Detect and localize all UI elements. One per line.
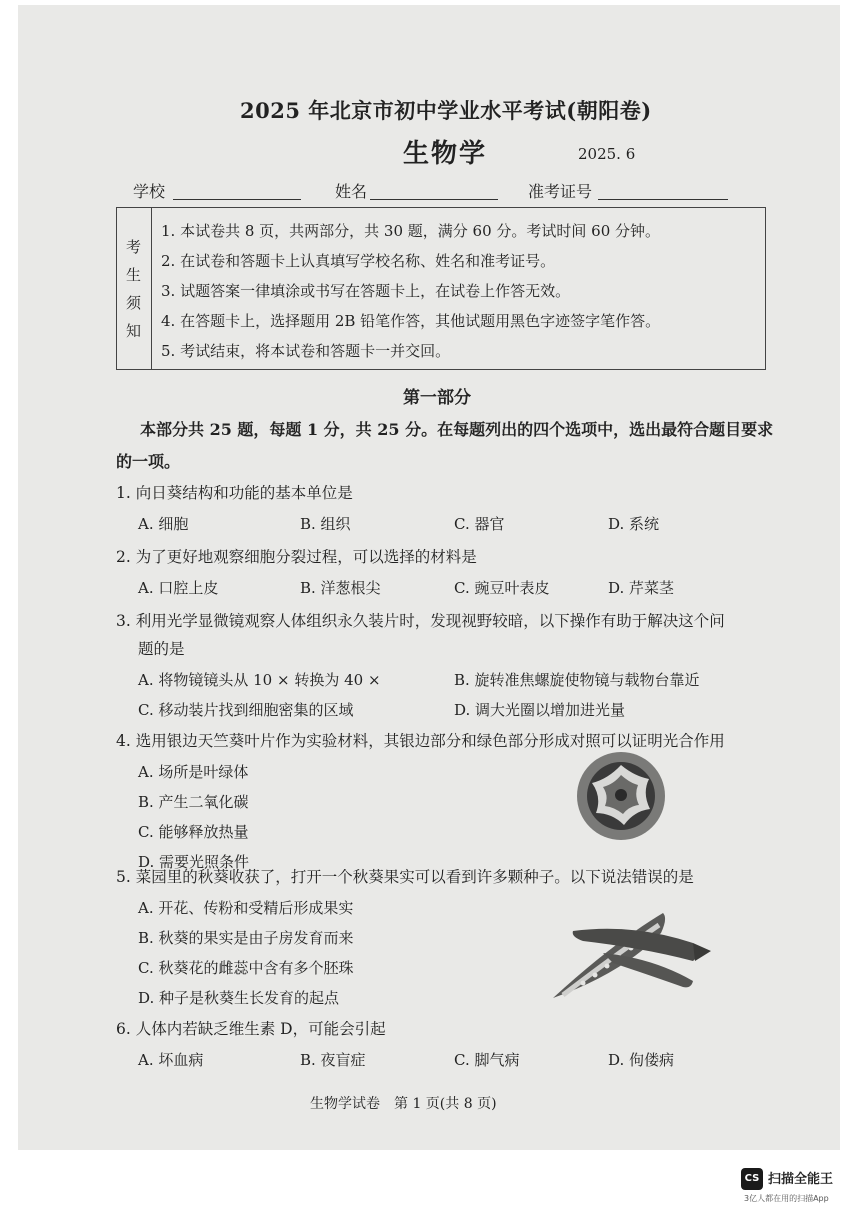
q5-option-c: C. 秋葵花的雌蕊中含有多个胚珠 <box>138 959 354 977</box>
q4-option-a: A. 场所是叶绿体 <box>138 763 249 781</box>
instruction-item: 1. 本试卷共 8 页，共两部分，共 30 题，满分 60 分。考试时间 60 分钟。 <box>161 222 661 240</box>
q5-option-d: D. 种子是秋葵生长发育的起点 <box>138 989 340 1007</box>
camscanner-brand: 扫描全能王 <box>768 1172 834 1187</box>
question-3-stem-cont: 题的是 <box>138 640 185 658</box>
camscanner-logo: CS <box>741 1168 763 1190</box>
q3-option-d: D. 调大光圈以增加进光量 <box>454 701 626 719</box>
instruction-item: 4. 在答题卡上，选择题用 2B 铅笔作答，其他试题用黑色字迹签字笔作答。 <box>161 312 661 330</box>
instruction-item: 3. 试题答案一律填涂或书写在答题卡上，在试卷上作答无效。 <box>161 282 571 300</box>
q2-option-d: D. 芹菜茎 <box>608 579 675 597</box>
page-footer: 生物学试卷 第 1 页(共 8 页) <box>310 1096 497 1112</box>
q2-option-a: A. 口腔上皮 <box>138 579 219 597</box>
q3-option-c: C. 移动装片找到细胞密集的区域 <box>138 701 354 719</box>
q2-option-c: C. 豌豆叶表皮 <box>454 579 550 597</box>
side-char: 考 <box>126 238 142 256</box>
school-label: 学校 <box>133 182 166 201</box>
subject-title: 生物学 <box>403 139 488 169</box>
instructions-side-label <box>117 208 152 369</box>
exam-title: 2025 年北京市初中学业水平考试(朝阳卷) <box>240 98 652 123</box>
q3-option-b: B. 旋转准焦螺旋使物镜与载物台靠近 <box>454 671 700 689</box>
camscanner-slogan: 3亿人都在用的扫描App <box>744 1194 829 1203</box>
side-char: 知 <box>126 322 142 340</box>
exam-number-blank <box>598 199 728 200</box>
question-3-stem: 3. 利用光学显微镜观察人体组织永久装片时，发现视野较暗，以下操作有助于解决这个问 <box>116 612 725 630</box>
exam-date: 2025. 6 <box>578 145 636 163</box>
question-6-stem: 6. 人体内若缺乏维生素 D，可能会引起 <box>116 1020 386 1038</box>
exam-number-label: 准考证号 <box>528 182 593 201</box>
exam-page <box>18 5 840 1150</box>
q1-option-a: A. 细胞 <box>138 515 189 533</box>
q6-option-b: B. 夜盲症 <box>300 1051 366 1069</box>
q3-option-a: A. 将物镜镜头从 10 × 转换为 40 × <box>138 671 381 689</box>
question-5-stem: 5. 菜园里的秋葵收获了，打开一个秋葵果实可以看到许多颗种子。以下说法错误的是 <box>116 868 694 886</box>
question-2-stem: 2. 为了更好地观察细胞分裂过程，可以选择的材料是 <box>116 548 477 566</box>
geranium-leaf-image <box>574 751 668 841</box>
q4-option-d: D. 需要光照条件 <box>138 853 250 871</box>
q4-option-c: C. 能够释放热量 <box>138 823 249 841</box>
school-blank <box>173 199 301 200</box>
q1-option-c: C. 器官 <box>454 515 505 533</box>
question-4-stem: 4. 选用银边天竺葵叶片作为实验材料，其银边部分和绿色部分形成对照可以证明光合作用 <box>116 732 725 750</box>
part-one-intro: 本部分共 25 题，每题 1 分，共 25 分。在每题列出的四个选项中，选出最符合题目要求 <box>140 420 774 439</box>
instruction-item: 2. 在试卷和答题卡上认真填写学校名称、姓名和准考证号。 <box>161 252 556 270</box>
q1-option-b: B. 组织 <box>300 515 351 533</box>
side-char: 生 <box>126 266 142 284</box>
q4-option-b: B. 产生二氧化碳 <box>138 793 249 811</box>
part-one-intro-cont: 的一项。 <box>116 452 181 471</box>
side-char: 须 <box>126 294 142 312</box>
q5-option-a: A. 开花、传粉和受精后形成果实 <box>138 899 354 917</box>
q1-option-d: D. 系统 <box>608 515 660 533</box>
name-blank <box>370 199 498 200</box>
instructions-box <box>116 207 766 370</box>
okra-fruit-image <box>543 903 713 1003</box>
name-label: 姓名 <box>335 182 368 201</box>
part-one-heading: 第一部分 <box>403 388 471 408</box>
q6-option-a: A. 坏血病 <box>138 1051 204 1069</box>
q6-option-c: C. 脚气病 <box>454 1051 520 1069</box>
q2-option-b: B. 洋葱根尖 <box>300 579 381 597</box>
instruction-item: 5. 考试结束，将本试卷和答题卡一并交回。 <box>161 342 451 360</box>
question-1-stem: 1. 向日葵结构和功能的基本单位是 <box>116 484 353 502</box>
q6-option-d: D. 佝偻病 <box>608 1051 675 1069</box>
q5-option-b: B. 秋葵的果实是由子房发育而来 <box>138 929 354 947</box>
